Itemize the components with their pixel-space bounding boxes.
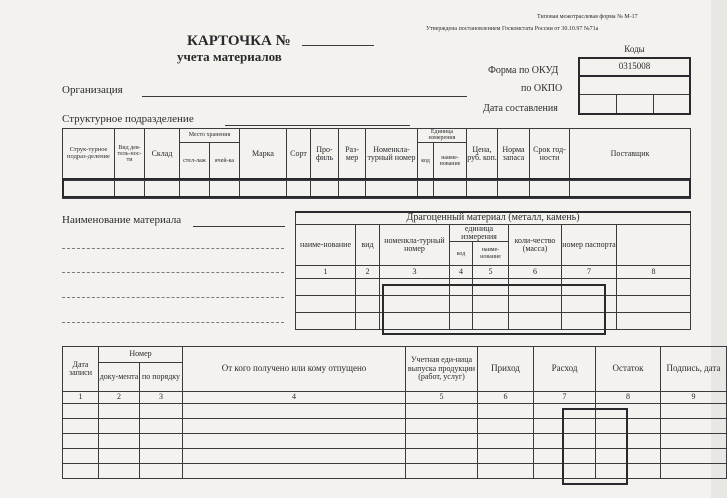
pm-num-3: 3 [380, 266, 450, 279]
col-nomenclature: Номенкла-турный номер [366, 129, 418, 181]
col-structural-division: Струк-турное подраз-деление [63, 129, 115, 181]
date-cell-day[interactable] [579, 94, 616, 114]
mv-row-cell[interactable] [661, 404, 727, 419]
codes-header: Коды [624, 44, 645, 55]
mv-num-1: 1 [63, 392, 99, 404]
col-supplier: Поставщик [570, 129, 691, 181]
pm-row-cell[interactable] [617, 313, 691, 330]
col-brand: Марка [240, 129, 287, 181]
pm-num-7: 7 [562, 266, 617, 279]
mv-col-signature: Подпись, дата [661, 347, 727, 392]
pm-col-quantity: коли-чество (масса) [509, 224, 562, 266]
mv-num-5: 5 [406, 392, 478, 404]
col-grade: Сорт [287, 129, 311, 181]
codes-box [578, 43, 691, 115]
approval-note: Утверждена постановлением Госкомстата России от 30.10.97 №71а [426, 26, 599, 32]
mv-row-cell[interactable] [406, 419, 478, 434]
pm-num-8: 8 [617, 266, 691, 279]
mv-row-cell[interactable] [183, 449, 406, 464]
pm-col-passport: номер паспорта [562, 224, 617, 266]
mv-col-order: по порядку [140, 363, 183, 392]
mv-row-cell[interactable] [406, 434, 478, 449]
pm-num-4: 4 [450, 266, 473, 279]
mv-row-cell[interactable] [140, 404, 183, 419]
mv-num-3: 3 [140, 392, 183, 404]
pm-row-cell[interactable] [296, 296, 356, 313]
mv-row-cell[interactable] [140, 419, 183, 434]
col-shelf-life: Срок год-ности [530, 129, 570, 181]
col-warehouse: Склад [145, 129, 180, 181]
date-label: Дата составления [483, 103, 558, 114]
mv-col-from-to: От кого получено или кому отпущено [183, 347, 406, 392]
pm-num-5: 5 [473, 266, 509, 279]
pm-row-cell[interactable] [296, 279, 356, 296]
date-cell-month[interactable] [616, 94, 653, 114]
pm-col-unit: единица измерения [450, 224, 509, 242]
mv-row-cell[interactable] [99, 404, 140, 419]
mv-col-income: Приход [478, 347, 534, 392]
mv-row-cell[interactable] [478, 464, 534, 479]
col-price: Цена, руб. коп. [467, 129, 498, 181]
mv-col-unit: Учетная еди-ница выпуска продукции (работ, услуг) [406, 347, 478, 392]
pm-row-cell[interactable] [356, 313, 380, 330]
material-name-line-2[interactable] [62, 248, 284, 249]
col-unit: Единица измерения [418, 129, 467, 143]
mv-row-cell[interactable] [63, 464, 99, 479]
mv-num-6: 6 [478, 392, 534, 404]
mv-row-cell[interactable] [99, 419, 140, 434]
col-unit-name: наиме-нование [434, 142, 467, 180]
pm-row-cell[interactable] [296, 313, 356, 330]
mv-row-cell[interactable] [661, 434, 727, 449]
mv-col-date: Дата записи [63, 347, 99, 392]
mv-num-8: 8 [596, 392, 661, 404]
mv-row-cell[interactable] [99, 434, 140, 449]
division-label: Структурное подразделение [62, 113, 194, 125]
okud-code-cell: 0315008 [579, 58, 690, 76]
mv-row-cell[interactable] [406, 404, 478, 419]
pm-col-unit-name: наиме-нование [473, 242, 509, 266]
okpo-label: по ОКПО [521, 83, 563, 94]
mv-row-cell[interactable] [183, 419, 406, 434]
pm-col-name: наиме-нование [296, 224, 356, 266]
main-data-row-frame [62, 178, 691, 198]
mv-row-cell[interactable] [406, 449, 478, 464]
mv-col-number: Номер [99, 347, 183, 363]
mv-row-cell[interactable] [63, 419, 99, 434]
mv-row-cell[interactable] [406, 464, 478, 479]
col-stock-norm: Норма запаса [498, 129, 530, 181]
mv-row-cell[interactable] [661, 464, 727, 479]
material-name-field[interactable] [193, 226, 285, 227]
date-cell-year[interactable] [653, 94, 690, 114]
col-activity-type: Вид дея-тель-нос-ти [115, 129, 145, 181]
pm-row-cell[interactable] [617, 296, 691, 313]
mv-row-cell[interactable] [478, 434, 534, 449]
division-field[interactable] [225, 125, 410, 126]
okud-label: Форма по ОКУД [488, 65, 559, 76]
pm-num-1: 1 [296, 266, 356, 279]
mv-row-cell[interactable] [99, 464, 140, 479]
mv-col-doc: доку-мента [99, 363, 140, 392]
balance-bold-frame [562, 408, 628, 485]
mv-row-cell[interactable] [478, 419, 534, 434]
col-rack: стел-лаж [180, 142, 210, 180]
organization-label: Организация [62, 84, 123, 96]
mv-num-7: 7 [534, 392, 596, 404]
mv-row-cell[interactable] [478, 404, 534, 419]
mv-row-cell[interactable] [140, 449, 183, 464]
mv-row-cell[interactable] [183, 404, 406, 419]
pm-col-type: вид [356, 224, 380, 266]
mv-num-2: 2 [99, 392, 140, 404]
pm-col-unit-code: код [450, 242, 473, 266]
material-name-line-3[interactable] [62, 272, 284, 273]
pm-col-nomenclature: номенкла-турный номер [380, 224, 450, 266]
pm-row-cell[interactable] [356, 296, 380, 313]
card-subtitle: учета материалов [177, 49, 282, 64]
mv-row-cell[interactable] [478, 449, 534, 464]
mv-row-cell[interactable] [140, 434, 183, 449]
mv-num-4: 4 [183, 392, 406, 404]
mv-col-balance: Остаток [596, 347, 661, 392]
mv-row-cell[interactable] [63, 404, 99, 419]
mv-row-cell[interactable] [661, 419, 727, 434]
mv-num-9: 9 [661, 392, 727, 404]
pm-num-6: 6 [509, 266, 562, 279]
organization-field[interactable] [142, 96, 467, 97]
mv-row-cell[interactable] [183, 434, 406, 449]
col-size: Раз-мер [339, 129, 366, 181]
mv-row-cell[interactable] [661, 449, 727, 464]
mv-row-cell[interactable] [63, 449, 99, 464]
col-profile: Про-филь [311, 129, 339, 181]
col-storage-place: Место хранения [180, 129, 240, 143]
mv-row-cell[interactable] [140, 464, 183, 479]
pm-row-cell[interactable] [617, 279, 691, 296]
material-name-line-4[interactable] [62, 297, 284, 298]
mv-row-cell[interactable] [99, 449, 140, 464]
okpo-code-cell[interactable] [579, 76, 690, 94]
material-name-line-5[interactable] [62, 322, 284, 323]
mv-col-expense: Расход [534, 347, 596, 392]
material-name-label: Наименование материала [62, 214, 182, 226]
card-title: КАРТОЧКА № [187, 33, 291, 49]
pm-num-2: 2 [356, 266, 380, 279]
pm-col-extra [617, 224, 691, 266]
pm-row-cell[interactable] [356, 279, 380, 296]
mv-row-cell[interactable] [183, 464, 406, 479]
precious-bold-frame [382, 284, 606, 335]
form-type-label: Типовая межотраслевая форма № М-17 [537, 14, 638, 20]
col-unit-code: код [418, 142, 434, 180]
precious-title: Драгоценный материал (металл, камень) [296, 212, 691, 224]
mv-row-cell[interactable] [63, 434, 99, 449]
card-number-line [302, 45, 374, 46]
col-cell: ячей-ка [210, 142, 240, 180]
